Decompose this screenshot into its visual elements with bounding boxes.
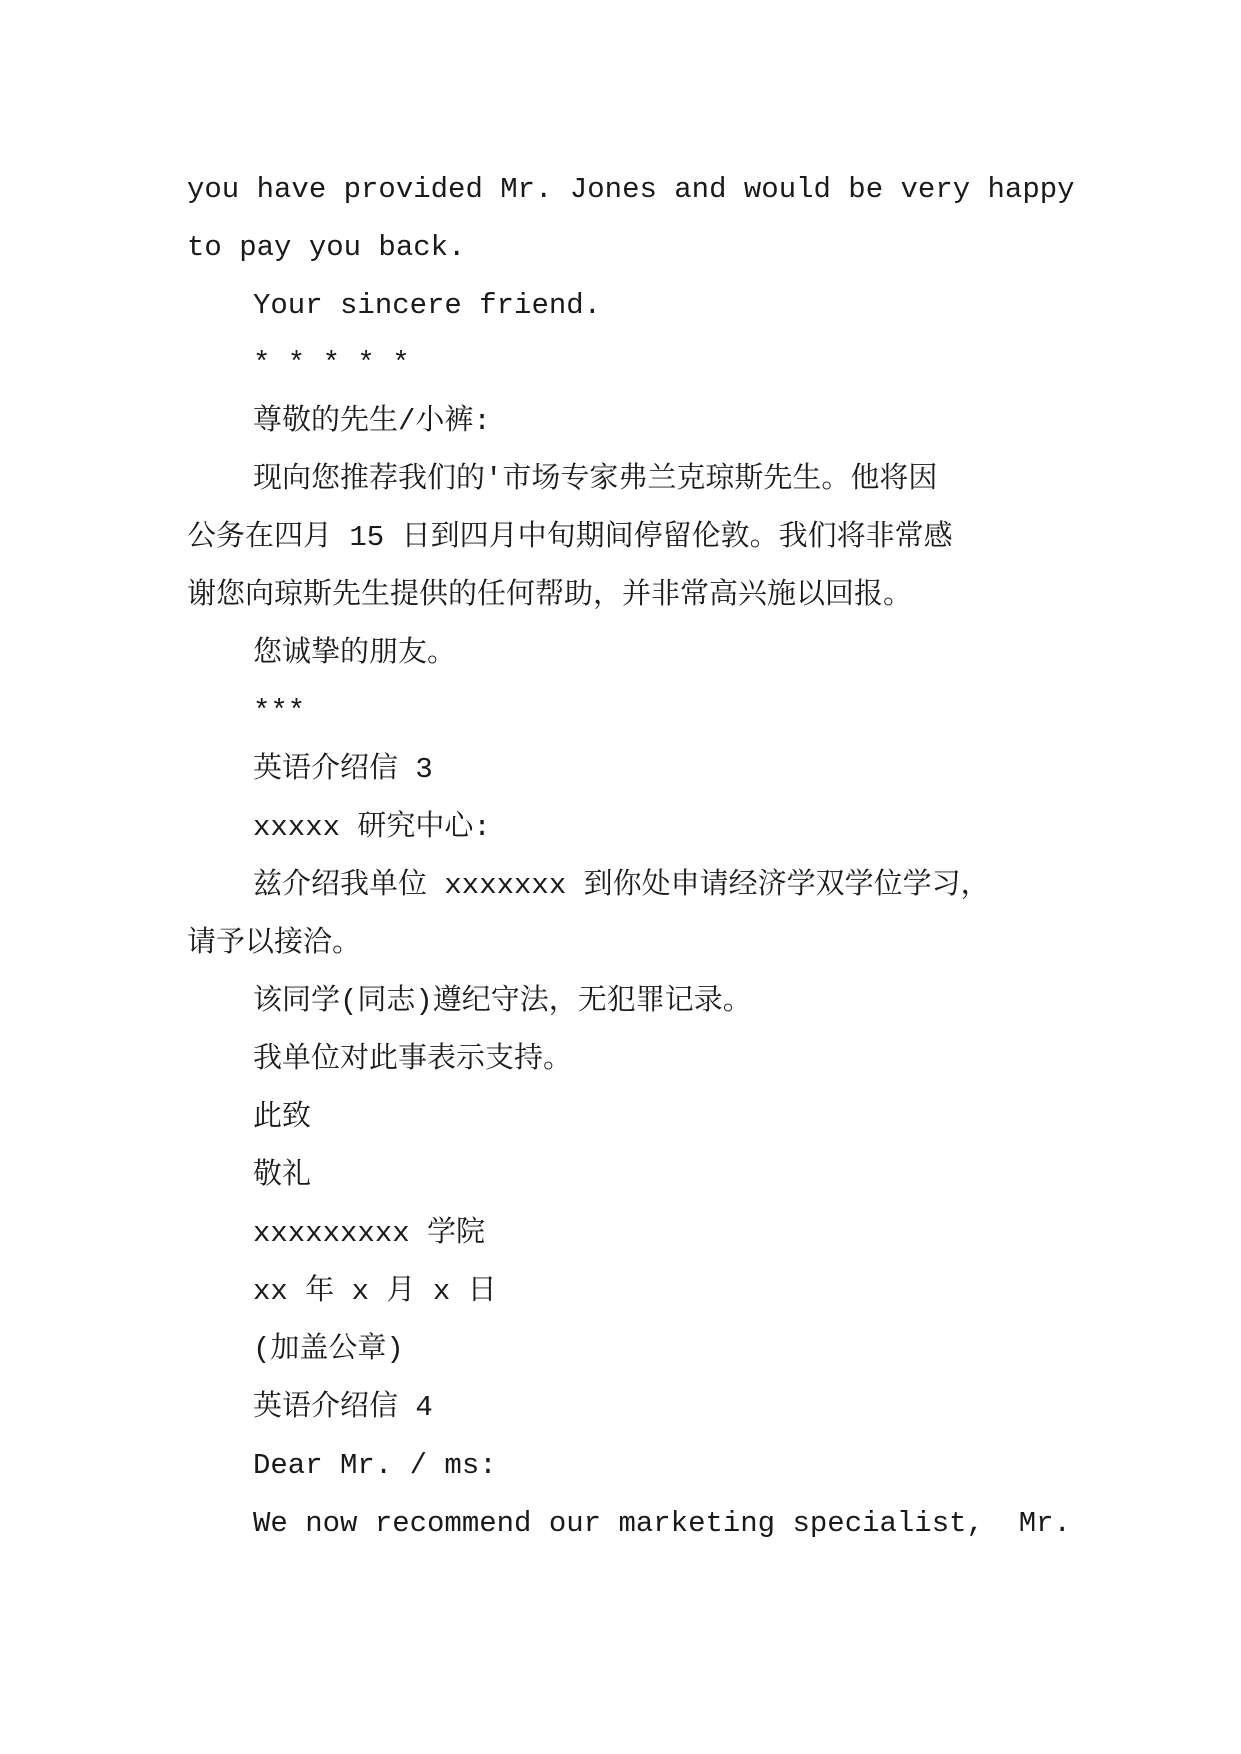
section-heading: 英语介绍信 4 [253,1391,433,1424]
text-line: 尊敬的先生/小裤: [253,405,491,438]
text-line: * * * * * [253,347,410,380]
text-line: xx 年 x 月 x 日 [253,1275,497,1308]
text-line: *** [253,695,306,728]
document-body [187,161,1075,1553]
text-line: 我单位对此事表示支持。 [253,1043,573,1076]
text-line: Your sincere friend. [253,289,602,322]
text-line: 现向您推荐我们的'市场专家弗兰克琼斯先生。他将因 [253,463,938,496]
text-line: 谢您向琼斯先生提供的任何帮助，并非常高兴施以回报。 [187,579,913,612]
text-line: 此致 [253,1101,312,1134]
text-line: (加盖公章) [253,1333,404,1366]
text-line: Dear Mr. / ms: [253,1449,497,1482]
text-line: 您诚挚的朋友。 [253,637,457,670]
text-line: xxxxx 研究中心: [253,811,491,844]
text-line: 公务在四月 15 日到四月中旬期间停留伦敦。我们将非常感 [187,521,953,554]
text-line: xxxxxxxxx 学院 [253,1217,486,1250]
text-line: you have provided Mr. Jones and would be very happy [187,173,1075,206]
text-line: 请予以接洽。 [187,927,362,960]
text-line: 兹介绍我单位 xxxxxxx 到你处申请经济学双学位学习， [253,869,990,902]
text-line: We now recommend our marketing specialist, Mr. [253,1507,1071,1540]
text-line: 该同学(同志)遵纪守法，无犯罪记录。 [253,985,752,1018]
text-line: to pay you back. [187,231,466,264]
text-line: 敬礼 [253,1159,312,1192]
section-heading: 英语介绍信 3 [253,753,433,786]
